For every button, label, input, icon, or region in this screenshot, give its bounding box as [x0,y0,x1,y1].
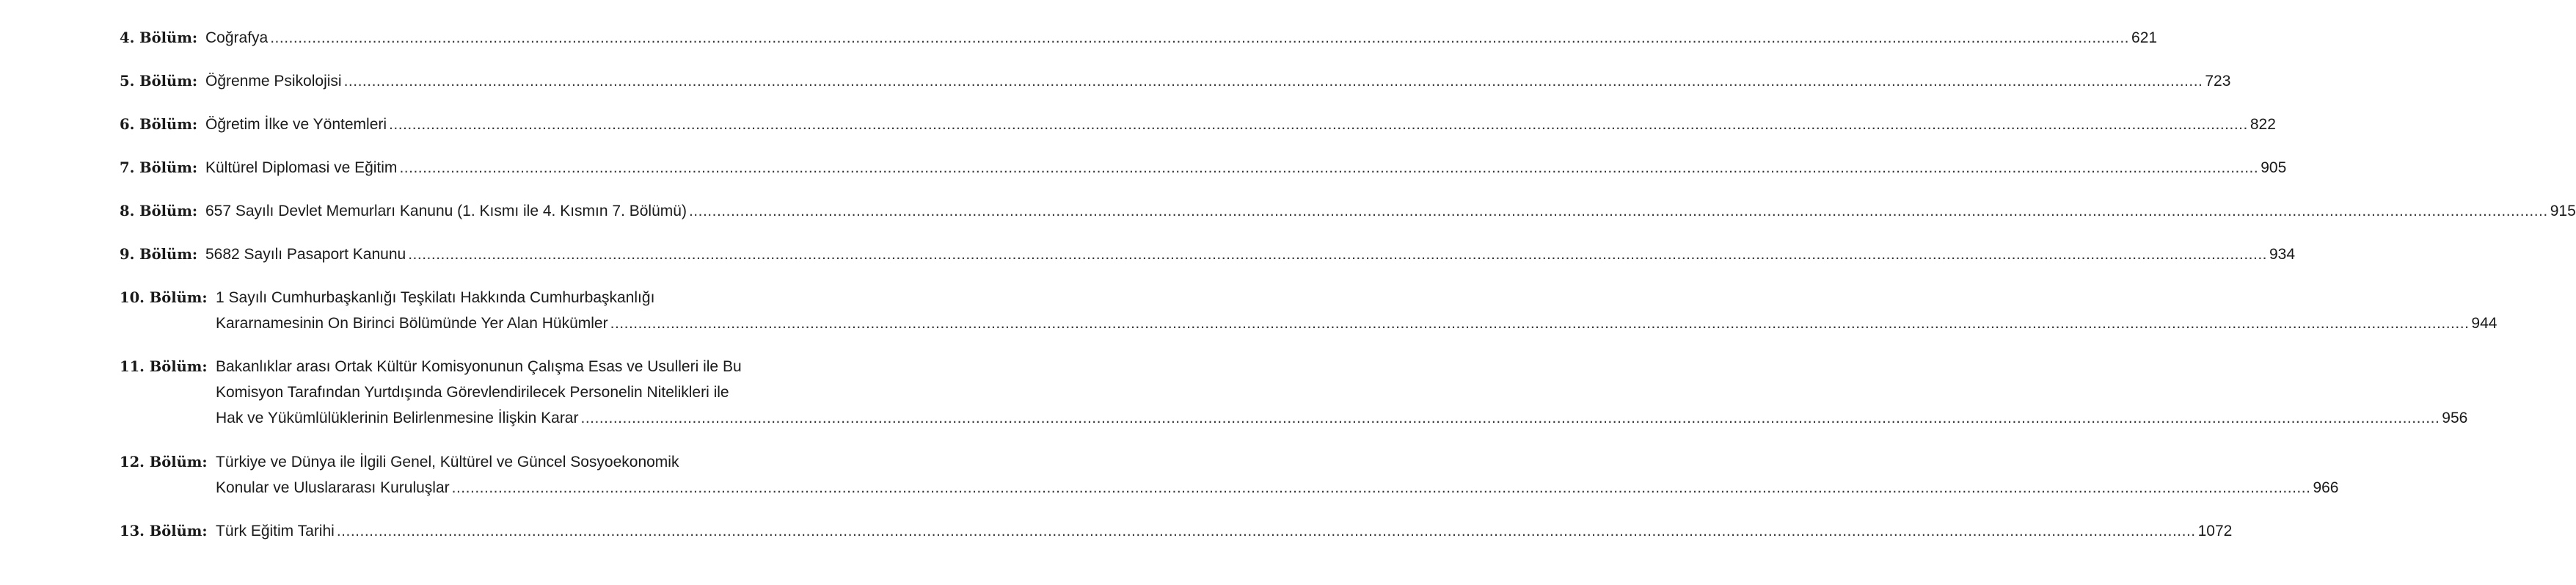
toc-entry-line [120,112,2276,137]
dot-leader: ................................................................................................................................................................................................................................................................................................................................................................................................................ [343,73,2203,90]
toc-entry [120,155,2287,181]
toc-entry-line [120,285,792,310]
chapter-label: 12. Bölüm: [120,454,208,470]
page-number: 956 [2442,410,2468,426]
dot-leader: ................................................................................................................................................................................................................................................................................................................................................................................................................ [610,315,2470,332]
chapter-label: 7. Bölüm: [120,159,198,176]
chapter-title: Komisyon Tarafından Yurtdışında Görevlendirilecek Personelin Nitelikleri ile [216,384,729,401]
chapter-title: Konular ve Uluslararası Kuruluşlar [216,479,450,496]
toc-entry-line [120,241,2296,267]
page-number: 966 [2313,479,2339,496]
toc-entry-line [120,155,2287,181]
chapter-label: 10. Bölüm: [120,289,208,306]
dot-leader: ................................................................................................................................................................................................................................................................................................................................................................................................................ [688,203,2548,219]
chapter-label: 6. Bölüm: [120,116,198,133]
chapter-title: Türkiye ve Dünya ile İlgili Genel, Kültürel ve Güncel Sosyoekonomik [216,454,679,470]
dot-leader: ................................................................................................................................................................................................................................................................................................................................................................................................................ [408,246,2267,263]
dot-leader: ................................................................................................................................................................................................................................................................................................................................................................................................................ [580,410,2440,426]
toc-entry [120,241,2296,267]
chapter-label: 11. Bölüm: [120,358,208,375]
dot-leader: ................................................................................................................................................................................................................................................................................................................................................................................................................ [399,159,2259,176]
toc-entry-line [120,475,2339,501]
page-number: 915 [2550,203,2576,219]
chapter-label: 9. Bölüm: [120,246,198,263]
toc-entry-line [120,354,792,379]
toc-entry [120,354,2468,431]
chapter-label: 8. Bölüm: [120,203,198,219]
toc-entry [120,112,2276,137]
toc-entry-line [120,310,2497,336]
chapter-label: 5. Bölüm: [120,73,198,90]
toc-entry-line [120,405,2468,431]
dot-leader: ................................................................................................................................................................................................................................................................................................................................................................................................................ [389,116,2248,133]
chapter-title: Öğrenme Psikolojisi [205,73,342,90]
page-number: 1072 [2197,523,2233,539]
chapter-label: 13. Bölüm: [120,523,208,539]
toc-entry [120,25,2158,51]
chapter-title: Bakanlıklar arası Ortak Kültür Komisyonunun Çalışma Esas ve Usulleri ile Bu [216,358,742,375]
page-number: 723 [2205,73,2231,90]
toc-entry [120,198,2576,224]
dot-leader: ................................................................................................................................................................................................................................................................................................................................................................................................................ [336,523,2196,539]
toc-entry-line [120,449,792,475]
toc-entry [120,285,2497,336]
page-number: 944 [2471,315,2497,332]
page-number: 621 [2131,29,2158,46]
chapter-title: Hak ve Yükümlülüklerinin Belirlenmesine İlişkin Karar [216,410,579,426]
toc-entry [120,68,2231,94]
page-number: 934 [2269,246,2296,263]
page-number: 822 [2250,116,2276,133]
dot-leader: ................................................................................................................................................................................................................................................................................................................................................................................................................ [451,479,2311,496]
chapter-title: Türk Eğitim Tarihi [216,523,335,539]
chapter-title: Öğretim İlke ve Yöntemleri [205,116,387,133]
toc-entry-line [120,68,2231,94]
chapter-title: Kültürel Diplomasi ve Eğitim [205,159,398,176]
page-number: 905 [2261,159,2287,176]
chapter-title: 1 Sayılı Cumhurbaşkanlığı Teşkilatı Hakkında Cumhurbaşkanlığı [216,289,655,306]
toc-entry-line [120,25,2158,51]
chapter-title: Coğrafya [205,29,269,46]
dot-leader: ................................................................................................................................................................................................................................................................................................................................................................................................................ [270,29,2130,46]
toc-entry [120,518,2233,544]
toc-entry-line [120,379,792,405]
toc-entry-line [120,198,2576,224]
chapter-title: Kararnamesinin On Birinci Bölümünde Yer Alan Hükümler [216,315,608,332]
chapter-title: 5682 Sayılı Pasaport Kanunu [205,246,406,263]
chapter-label: 4. Bölüm: [120,29,198,46]
toc-entry [120,449,2339,501]
toc-entry-line [120,518,2233,544]
chapter-title: 657 Sayılı Devlet Memurları Kanunu (1. Kısmı ile 4. Kısmın 7. Bölümü) [205,203,687,219]
